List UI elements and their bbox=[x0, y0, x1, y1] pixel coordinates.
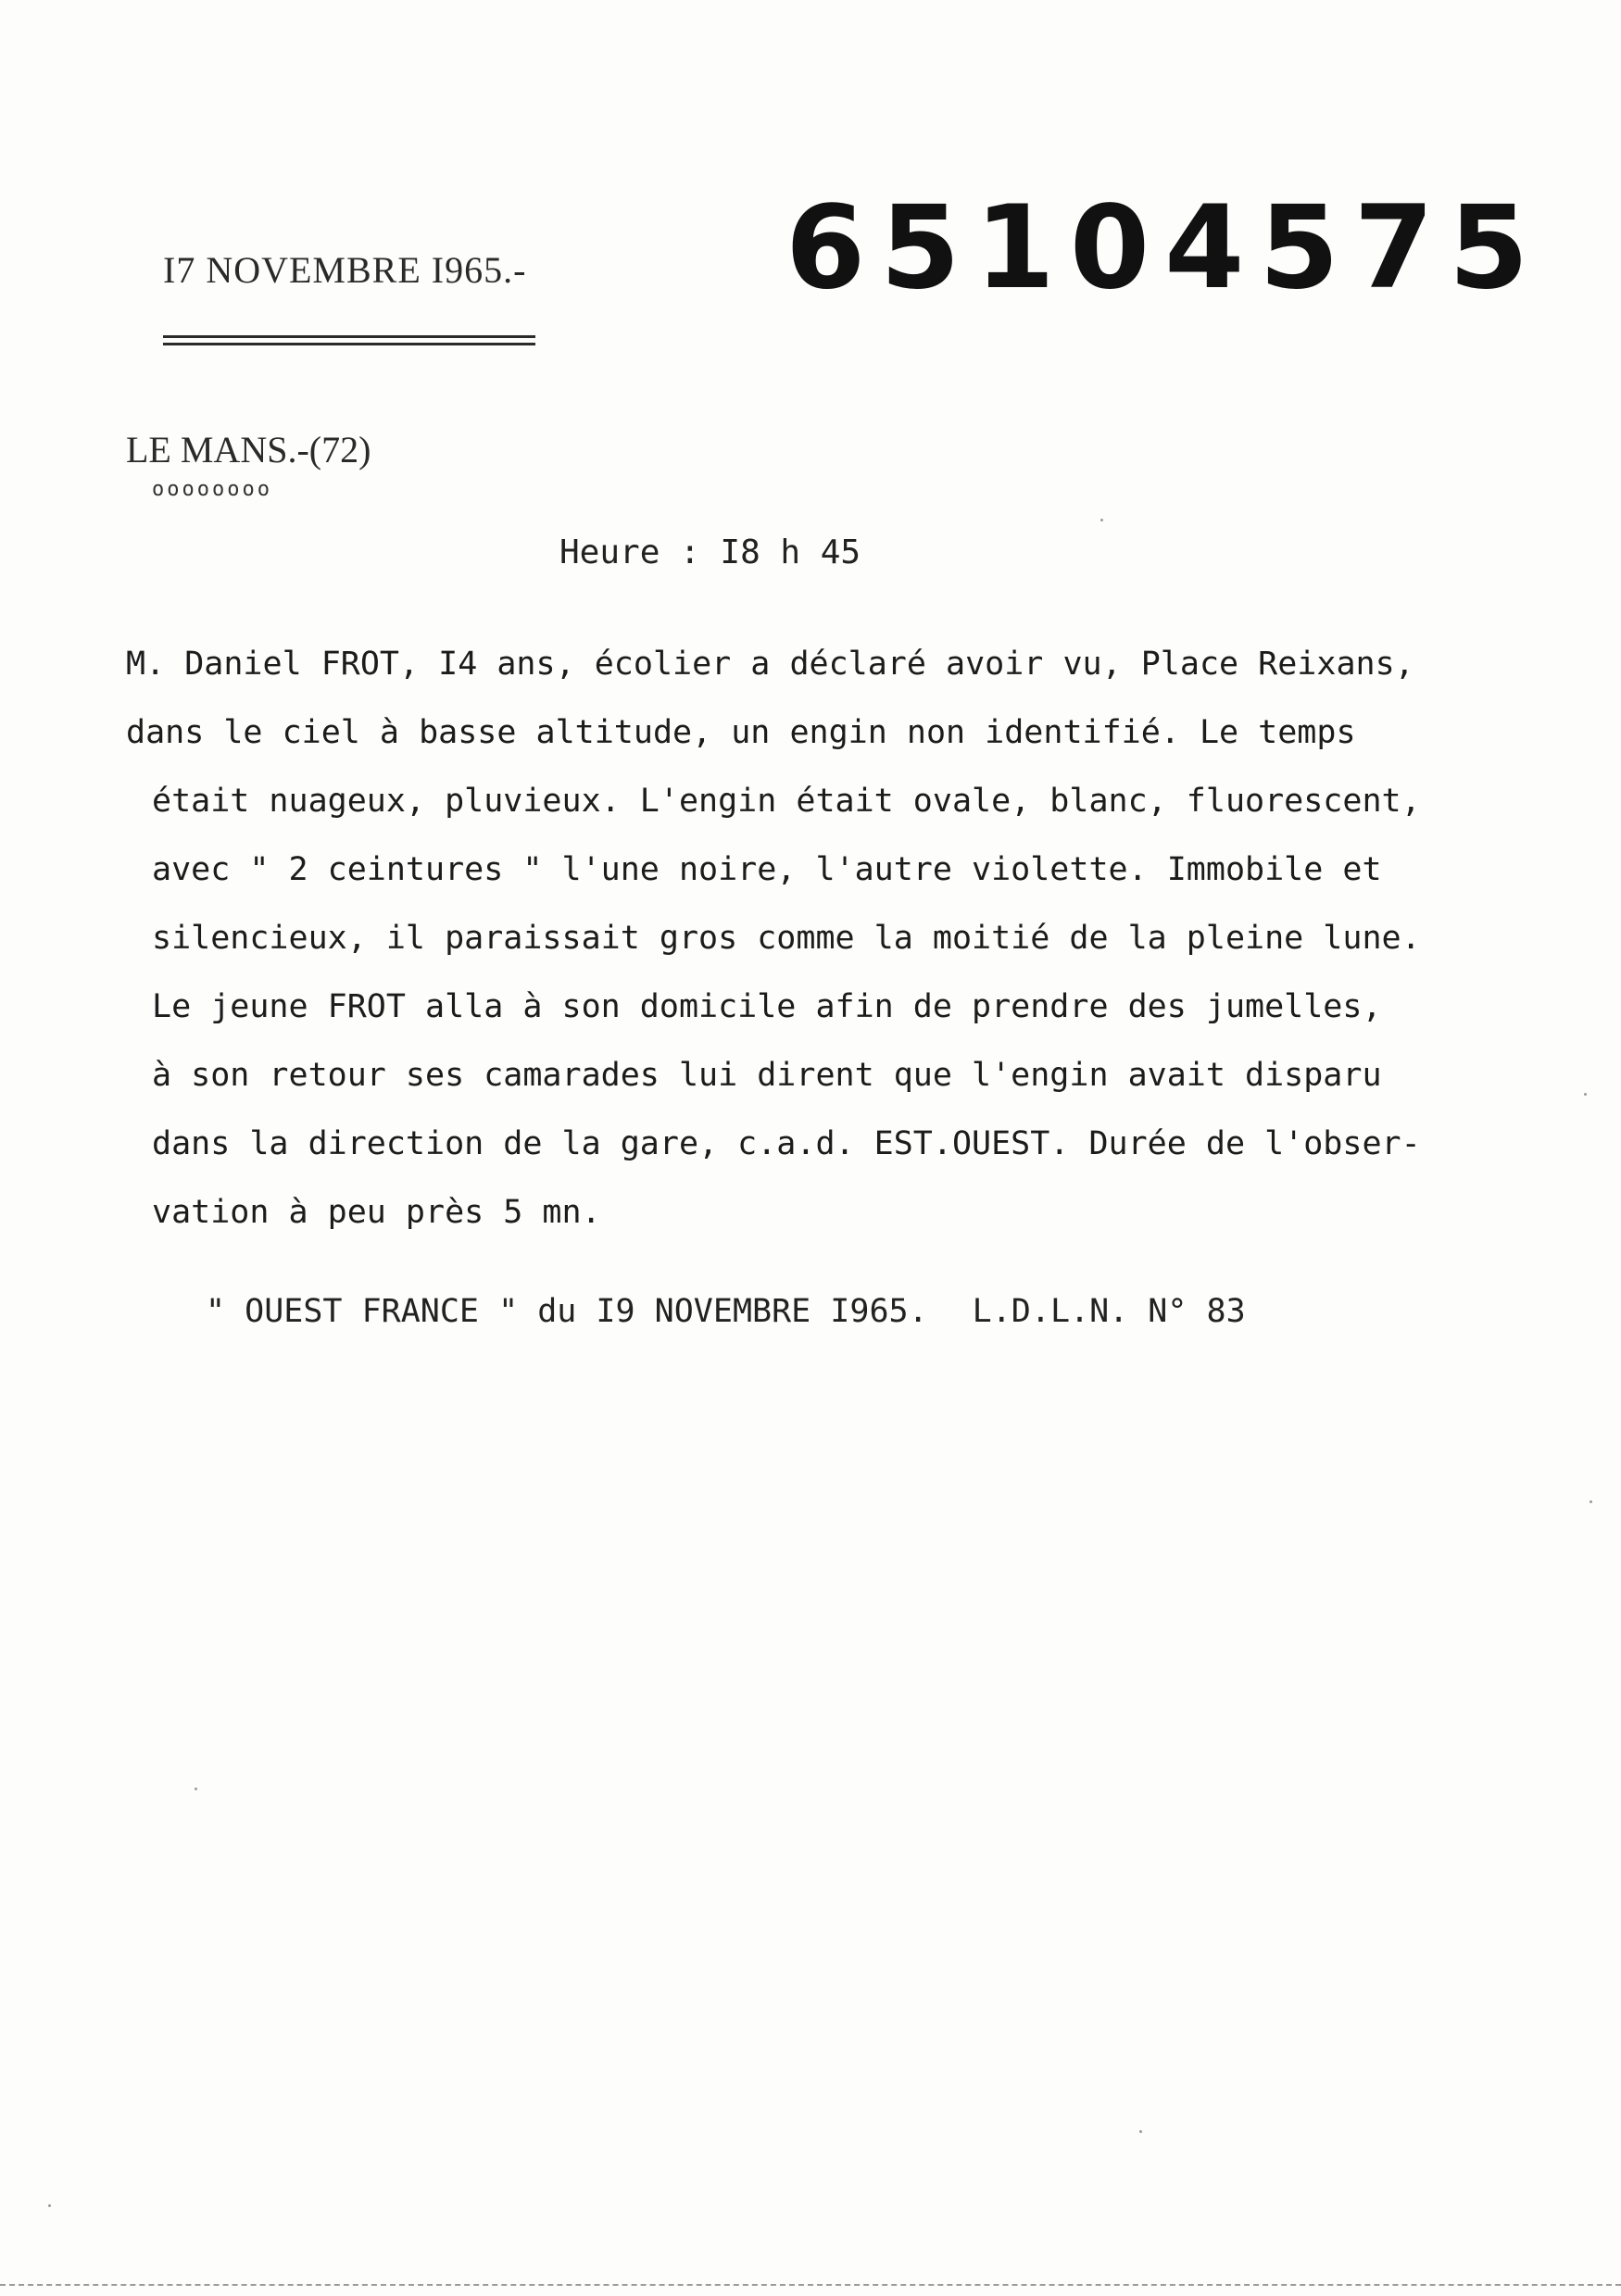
scan-speck bbox=[1100, 519, 1103, 521]
body-line: à son retour ses camarades lui dirent que l'engin avait disparu bbox=[152, 1057, 1382, 1094]
body-line: vation à peu près 5 mn. bbox=[152, 1194, 601, 1231]
source-citation bbox=[206, 1293, 1246, 1330]
location-heading: LE MANS.-(72) bbox=[126, 429, 371, 470]
scan-speck bbox=[48, 2204, 51, 2207]
body-line: M. Daniel FROT, I4 ans, écolier a déclaré avoir vu, Place Reixans, bbox=[126, 646, 1414, 683]
location-ornament: oooooooo bbox=[152, 478, 272, 501]
report-body bbox=[126, 630, 1571, 1247]
body-line: avec " 2 ceintures " l'une noire, l'autre violette. Immobile et bbox=[152, 851, 1382, 888]
document-date: I7 NOVEMBRE I965.- bbox=[163, 249, 527, 291]
date-double-underline bbox=[163, 335, 535, 346]
body-line: dans la direction de la gare, c.a.d. EST.OUEST. Durée de l'obser- bbox=[152, 1125, 1421, 1162]
scan-speck bbox=[1590, 1500, 1592, 1503]
document-number: 65104575 bbox=[785, 182, 1544, 315]
body-line: dans le ciel à basse altitude, un engin non identifié. Le temps bbox=[126, 714, 1356, 751]
scan-edge-rule bbox=[0, 2284, 1621, 2288]
body-line: était nuageux, pluvieux. L'engin était ovale, blanc, fluorescent, bbox=[152, 783, 1421, 820]
source-newspaper: " OUEST FRANCE " du I9 NOVEMBRE I965. bbox=[206, 1293, 928, 1330]
scan-speck bbox=[195, 1788, 197, 1790]
body-line: Le jeune FROT alla à son domicile afin de prendre des jumelles, bbox=[152, 988, 1382, 1025]
scan-speck bbox=[1139, 2130, 1142, 2133]
body-line: silencieux, il paraissait gros comme la moitié de la pleine lune. bbox=[152, 920, 1421, 957]
scan-speck bbox=[1584, 1093, 1587, 1096]
source-reference: L.D.L.N. N° 83 bbox=[972, 1293, 1246, 1330]
observation-time: Heure : I8 h 45 bbox=[559, 533, 861, 571]
